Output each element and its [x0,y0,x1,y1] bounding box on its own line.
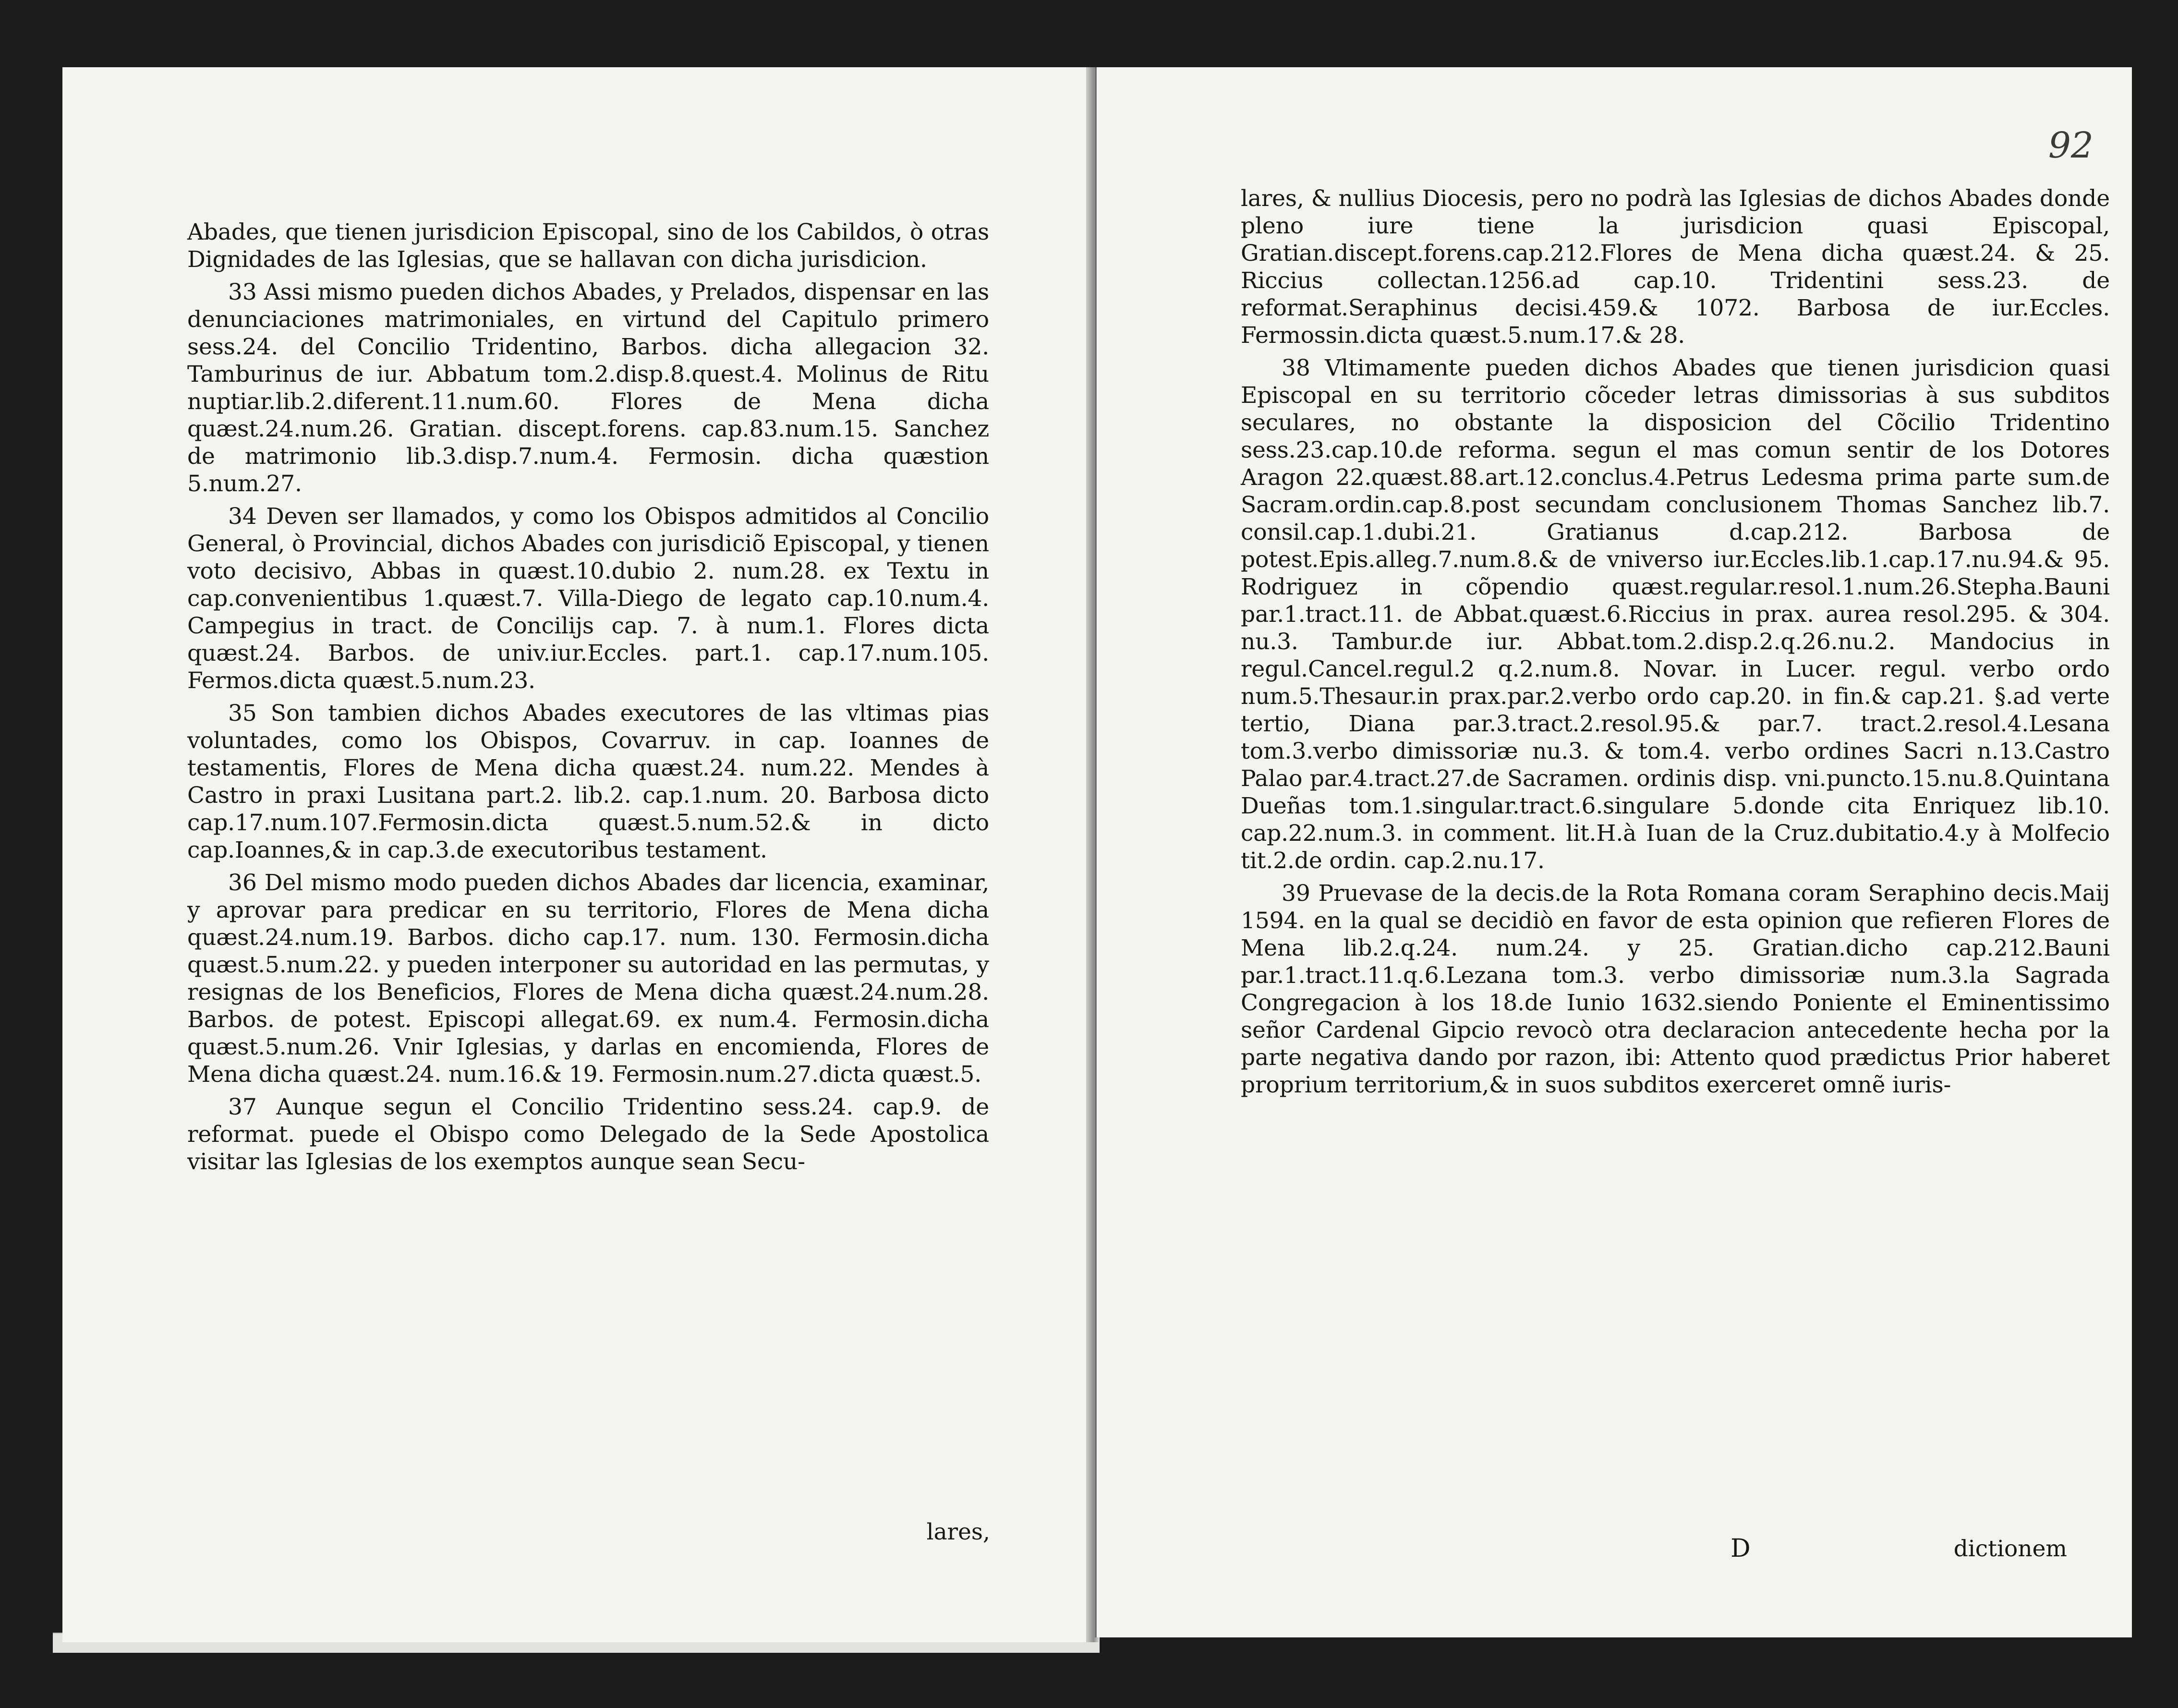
left-page [62,67,1095,1642]
paragraph: lares, & nullius Diocesis, pero no podrà las Iglesias de dichos Abades donde pleno iure tiene la jurisdicion quasi Episcopal, Gratian.discept.forens.cap.212.Flores de Mena dicha quæst.24. & 25. Riccius collectan.1256.ad cap.10. Tridentini sess.23. de reformat.Seraphinus decisi.459.& 1072. Barbosa de iur.Eccles. Fermossin.dicta quæst.5.num.17.& 28. [1241,185,2110,349]
paragraph: 36 Del mismo modo pueden dichos Abades dar licencia, examinar, y aprovar para predicar en su territorio, Flores de Mena dicha quæst.24.num.19. Barbos. dicho cap.17. num. 130. Fermosin.dicha quæst.5.num.22. y pueden interponer su autoridad en las permutas, y resignas de los Beneficios, Flores de Mena dicha quæst.24.num.28. Barbos. de potest. Episcopi allegat.69. ex num.4. Fermosin.dicha quæst.5.num.26. Vnir Iglesias, y darlas en encomienda, Flores de Mena dicha quæst.24. num.16.& 19. Fermosin.num.27.dicta quæst.5. [187,870,989,1088]
paragraph: 37 Aunque segun el Concilio Tridentino sess.24. cap.9. de reformat. puede el Obispo como Delegado de la Sede Apostolica visitar las Iglesias de los exemptos aunque sean Secu- [187,1094,989,1175]
paragraph: 35 Son tambien dichos Abades executores de las vltimas pias voluntades, como los Obispos, Covarruv. in cap. Ioannes de testamentis, Flores de Mena dicha quæst.24. num.22. Mendes à Castro in praxi Lusitana part.2. lib.2. cap.1.num. 20. Barbosa dicto cap.17.num.107.Fermosin.dicta quæst.5.num.52.& in dicto cap.Ioannes,& in cap.3.de executoribus testament. [187,700,989,863]
right-page-text [1241,185,2110,1104]
right-catchword: dictionem [1953,1536,2067,1562]
right-page [1095,67,2132,1637]
paragraph: 34 Deven ser llamados, y como los Obispos admitidos al Concilio General, ò Provincial, dichos Abades con jurisdiciõ Episcopal, y tienen voto decisivo, Abbas in quæst.10.dubio 2. num.28. ex Textu in cap.convenientibus 1.quæst.7. Villa-Diego de legato cap.10.num.4. Campegius in tract. de Concilijs cap. 7. à num.1. Flores dicta quæst.24. Barbos. de univ.iur.Eccles. part.1. cap.17.num.105. Fermos.dicta quæst.5.num.23. [187,503,989,694]
paragraph: Abades, que tienen jurisdicion Episcopal, sino de los Cabildos, ò otras Dignidades de las Iglesias, que se hallavan con dicha jurisdicion. [187,219,989,273]
left-catchword: lares, [926,1519,990,1545]
paragraph: 33 Assi mismo pueden dichos Abades, y Prelados, dispensar en las denunciaciones matrimoniales, en virtund del Capitulo primero sess.24. del Concilio Tridentino, Barbos. dicha allegacion 32. Tamburinus de iur. Abbatum tom.2.disp.8.quest.4. Molinus de Ritu nuptiar.lib.2.diferent.11.num.60. Flores de Mena dicha quæst.24.num.26. Gratian. discept.forens. cap.83.num.15. Sanchez de matrimonio lib.3.disp.7.num.4. Fermosin. dicha quæstion 5.num.27. [187,279,989,497]
signature-mark: D [1730,1534,1751,1563]
left-page-text [187,218,989,1181]
paragraph: 38 Vltimamente pueden dichos Abades que tienen jurisdicion quasi Episcopal en su territorio cõceder letras dimissorias à sus subditos seculares, no obstante la disposicion del Cõcilio Tridentino sess.23.cap.10.de reforma. segun el mas comun sentir de los Dotores Aragon 22.quæst.88.art.12.conclus.4.Petrus Ledesma prima parte sum.de Sacram.ordin.cap.8.post secundam conclusionem Thomas Sanchez lib.7. consil.cap.1.dubi.21. Gratianus d.cap.212. Barbosa de potest.Epis.alleg.7.num.8.& de vniverso iur.Eccles.lib.1.cap.17.nu.94.& 95. Rodriguez in cõpendio quæst.regular.resol.1.num.26.Stepha.Bauni par.1.tract.11. de Abbat.quæst.6.Riccius in prax. aurea resol.295. & 304. nu.3. Tambur.de iur. Abbat.tom.2.disp.2.q.26.nu.2. Mandocius in regul.Cancel.regul.2 q.2.num.8. Novar. in Lucer. regul. verbo ordo num.5.Thesaur.in prax.par.2.verbo ordo cap.20. in fin.& cap.21. §.ad verte tertio, Diana par.3.tract.2.resol.95.& par.7. tract.2.resol.4.Lesana tom.3.verbo dimissoriæ nu.3. & tom.4. verbo ordines Sacri n.13.Castro Palao par.4.tract.27.de Sacramen. ordinis disp. vni.puncto.15.nu.8.Quintana Dueñas tom.1.singular.tract.6.singulare 5.donde cita Enriquez lib.10. cap.22.num.3. in comment. lit.H.à Iuan de la Cruz.dubitatio.4.y à Molfecio tit.2.de ordin. cap.2.nu.17. [1241,355,2110,874]
folio-number: 92 [2048,125,2093,166]
paragraph: 39 Pruevase de la decis.de la Rota Romana coram Seraphino decis.Maij 1594. en la qual se decidiò en favor de esta opinion que refieren Flores de Mena lib.2.q.24. num.24. y 25. Gratian.dicho cap.212.Bauni par.1.tract.11.q.6.Lezana tom.3. verbo dimissoriæ num.3.la Sagrada Congregacion à los 18.de Iunio 1632.siendo Poniente el Eminentissimo señor Cardenal Gipcio revocò otra declaracion antecedente hecha por la parte negativa dando por razon, ibi: Attento quod prædictus Prior haberet proprium territorium,& in suos subditos exerceret omnẽ iuris- [1241,880,2110,1098]
